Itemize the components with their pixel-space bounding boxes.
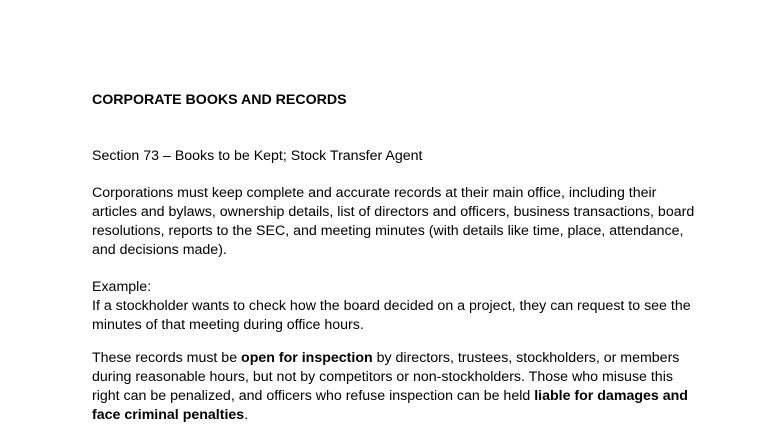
paragraph-line: right can be penalized, and officers who refuse inspection can be held liable for damages and	[92, 388, 688, 404]
paragraph-line: articles and bylaws, ownership details, list of directors and officers, business transactions, board	[92, 204, 695, 220]
emphasis-criminal-penalties: face criminal penalties	[92, 407, 245, 423]
example-line: minutes of that meeting during office hours.	[92, 317, 364, 333]
emphasis-open-for-inspection: open for inspection	[241, 350, 373, 366]
paragraph-line: and decisions made).	[92, 242, 227, 258]
paragraph-line: face criminal penalties.	[92, 407, 249, 423]
example-line: If a stockholder wants to check how the board decided on a project, they can request to see the	[92, 298, 691, 314]
document-heading: CORPORATE BOOKS AND RECORDS	[92, 92, 347, 108]
example-label: Example:	[92, 279, 152, 295]
emphasis-liable-for-damages: liable for damages and	[534, 388, 688, 404]
section-title: Section 73 – Books to be Kept; Stock Transfer Agent	[92, 148, 423, 164]
paragraph-line: during reasonable hours, but not by competitors or non-stockholders. Those who misuse this	[92, 369, 673, 385]
example-block	[92, 278, 702, 335]
paragraph-line: These records must be open for inspection by directors, trustees, stockholders, or members	[92, 350, 680, 366]
records-paragraph	[92, 184, 702, 260]
paragraph-line: Corporations must keep complete and accurate records at their main office, including their	[92, 185, 657, 201]
inspection-paragraph	[92, 349, 702, 425]
paragraph-line: resolutions, reports to the SEC, and meeting minutes (with details like time, place, attendance,	[92, 223, 684, 239]
